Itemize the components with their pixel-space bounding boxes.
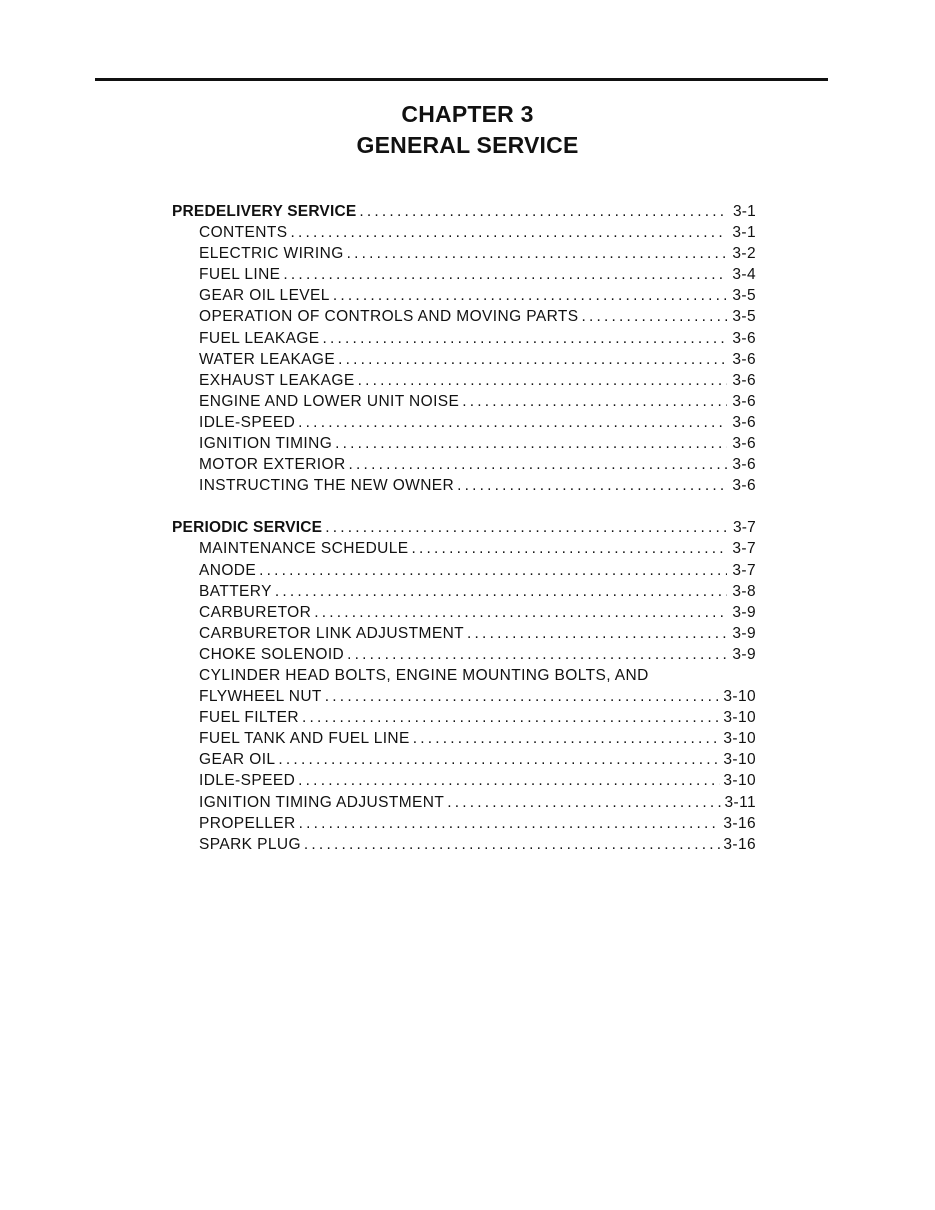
toc-entry-label: ANODE xyxy=(199,561,257,579)
toc-entry[interactable] xyxy=(172,454,756,475)
toc-entry-label: CYLINDER HEAD BOLTS, ENGINE MOUNTING BOLTS, AND xyxy=(199,666,649,684)
toc-entry-label: CHOKE SOLENOID xyxy=(199,645,345,663)
toc-entry-label: BATTERY xyxy=(199,582,272,600)
leader-dots xyxy=(349,454,727,475)
toc-entry-label: FLYWHEEL NUT xyxy=(199,688,322,706)
leader-dots xyxy=(298,770,720,791)
toc-entry[interactable] xyxy=(172,623,756,644)
toc-entry-label: EXHAUST LEAKAGE xyxy=(199,371,355,389)
toc-entry-label: OPERATION OF CONTROLS AND MOVING PARTS xyxy=(199,308,579,326)
toc-page-number: 3-10 xyxy=(723,772,756,790)
leader-dots xyxy=(302,707,720,728)
leader-dots xyxy=(338,349,727,370)
leader-dots xyxy=(347,644,727,665)
toc-entry[interactable] xyxy=(172,370,756,391)
toc-section-heading[interactable] xyxy=(172,517,756,538)
toc-page-number: 3-9 xyxy=(732,645,756,663)
toc-entry[interactable] xyxy=(172,475,756,496)
toc-page-number: 3-11 xyxy=(724,793,756,811)
toc-entry[interactable] xyxy=(172,560,756,581)
toc-page-number: 3-8 xyxy=(732,582,756,600)
toc-entry-label: GEAR OIL xyxy=(199,751,276,769)
toc-entry[interactable] xyxy=(172,770,756,791)
toc-entry[interactable] xyxy=(172,349,756,370)
toc-entry[interactable] xyxy=(172,602,756,623)
toc-entry-label: IDLE-SPEED xyxy=(199,772,296,790)
toc-entry[interactable] xyxy=(172,707,756,728)
toc-entry-label: IDLE-SPEED xyxy=(199,413,296,431)
toc-entry-label: ENGINE AND LOWER UNIT NOISE xyxy=(199,392,460,410)
toc-page-number: 3-1 xyxy=(732,203,756,220)
toc-entry[interactable] xyxy=(172,391,756,412)
toc-entry-label: CARBURETOR xyxy=(199,603,312,621)
toc-entry[interactable] xyxy=(172,728,756,749)
toc-entry-label: ELECTRIC WIRING xyxy=(199,245,344,263)
leader-dots xyxy=(323,328,727,349)
toc-page-number: 3-7 xyxy=(732,540,756,558)
leader-dots xyxy=(299,813,721,834)
leader-dots xyxy=(413,728,721,749)
toc-page-number: 3-6 xyxy=(732,329,756,347)
toc-entry-label: CARBURETOR LINK ADJUSTMENT xyxy=(199,624,465,642)
toc-entry-label: INSTRUCTING THE NEW OWNER xyxy=(199,477,455,495)
toc-heading-label: PREDELIVERY SERVICE xyxy=(172,203,357,220)
toc-page-number: 3-6 xyxy=(732,435,756,453)
toc-entry[interactable] xyxy=(172,834,756,855)
toc-entry-label: MOTOR EXTERIOR xyxy=(199,456,346,474)
leader-dots xyxy=(333,285,727,306)
toc-page-number: 3-16 xyxy=(723,814,756,832)
toc-page-number: 3-5 xyxy=(732,287,756,305)
leader-dots xyxy=(462,391,727,412)
toc-entry[interactable] xyxy=(172,433,756,454)
toc-entry-label: SPARK PLUG xyxy=(199,835,301,853)
toc-page-number: 3-6 xyxy=(732,477,756,495)
toc-page-number: 3-6 xyxy=(732,371,756,389)
toc-entry-label: IGNITION TIMING ADJUSTMENT xyxy=(199,793,445,811)
toc-page-number: 3-4 xyxy=(732,266,756,284)
toc-entry-label: CONTENTS xyxy=(199,224,288,242)
toc-entry-label: FUEL LEAKAGE xyxy=(199,329,320,347)
toc-page-number: 3-6 xyxy=(732,392,756,410)
toc-entry[interactable] xyxy=(172,285,756,306)
toc-entry[interactable] xyxy=(172,792,756,813)
leader-dots xyxy=(314,602,727,623)
toc-entry[interactable] xyxy=(172,222,756,243)
toc-page-number: 3-7 xyxy=(732,519,756,537)
leader-dots xyxy=(298,412,727,433)
toc-entry-label: GEAR OIL LEVEL xyxy=(199,287,330,305)
toc-heading-label: PERIODIC SERVICE xyxy=(172,519,323,537)
toc-page-number: 3-10 xyxy=(723,751,756,769)
toc-page-number: 3-6 xyxy=(732,456,756,474)
toc-entry-label: FUEL LINE xyxy=(199,266,281,284)
leader-dots xyxy=(259,560,727,581)
leader-dots xyxy=(283,264,727,285)
toc-entry[interactable] xyxy=(172,665,756,686)
leader-dots xyxy=(290,222,727,243)
toc-entry[interactable] xyxy=(172,538,756,559)
leader-dots xyxy=(467,623,727,644)
toc-page-number: 3-2 xyxy=(732,245,756,263)
toc-entry-label: WATER LEAKAGE xyxy=(199,350,336,368)
toc-entry-label: IGNITION TIMING xyxy=(199,435,333,453)
toc-entry[interactable] xyxy=(172,328,756,349)
toc-page-number: 3-6 xyxy=(732,413,756,431)
leader-dots xyxy=(325,686,721,707)
toc-page-number: 3-9 xyxy=(732,624,756,642)
toc-page-number: 3-16 xyxy=(723,835,756,853)
leader-dots xyxy=(447,792,721,813)
leader-dots xyxy=(278,749,720,770)
toc-entry-label: FUEL FILTER xyxy=(199,709,299,727)
header-rule xyxy=(95,78,828,81)
toc-page-number: 3-10 xyxy=(723,730,756,748)
leader-dots xyxy=(358,370,727,391)
leader-dots xyxy=(412,538,727,559)
toc-entry[interactable] xyxy=(172,412,756,433)
leader-dots xyxy=(347,243,727,264)
toc-section-heading[interactable] xyxy=(172,201,756,222)
toc-page-number: 3-9 xyxy=(732,603,756,621)
toc-page-number: 3-7 xyxy=(732,561,756,579)
chapter-number: CHAPTER 3 xyxy=(401,101,534,127)
leader-dots xyxy=(335,433,727,454)
toc-page-number: 3-5 xyxy=(732,308,756,326)
toc-page-number: 3-10 xyxy=(723,709,756,727)
toc-page-number: 3-6 xyxy=(732,350,756,368)
toc-entry[interactable] xyxy=(172,686,756,707)
leader-dots xyxy=(582,306,728,327)
leader-dots xyxy=(275,581,727,602)
toc-entry[interactable] xyxy=(172,306,756,327)
leader-dots xyxy=(359,201,727,222)
toc-entry[interactable] xyxy=(172,644,756,665)
toc-entry[interactable] xyxy=(172,243,756,264)
toc-entry[interactable] xyxy=(172,581,756,602)
chapter-title: GENERAL SERVICE xyxy=(356,132,579,158)
toc-entry-label: PROPELLER xyxy=(199,814,296,832)
toc-page-number: 3-1 xyxy=(732,224,756,242)
table-of-contents xyxy=(172,201,756,855)
toc-entry[interactable] xyxy=(172,813,756,834)
leader-dots xyxy=(325,517,727,538)
toc-entry[interactable] xyxy=(172,264,756,285)
toc-entry-label: MAINTENANCE SCHEDULE xyxy=(199,540,409,558)
toc-entry-label: FUEL TANK AND FUEL LINE xyxy=(199,730,410,748)
toc-entry[interactable] xyxy=(172,749,756,770)
toc-page-number: 3-10 xyxy=(723,688,756,706)
leader-dots xyxy=(304,834,720,855)
leader-dots xyxy=(457,475,727,496)
